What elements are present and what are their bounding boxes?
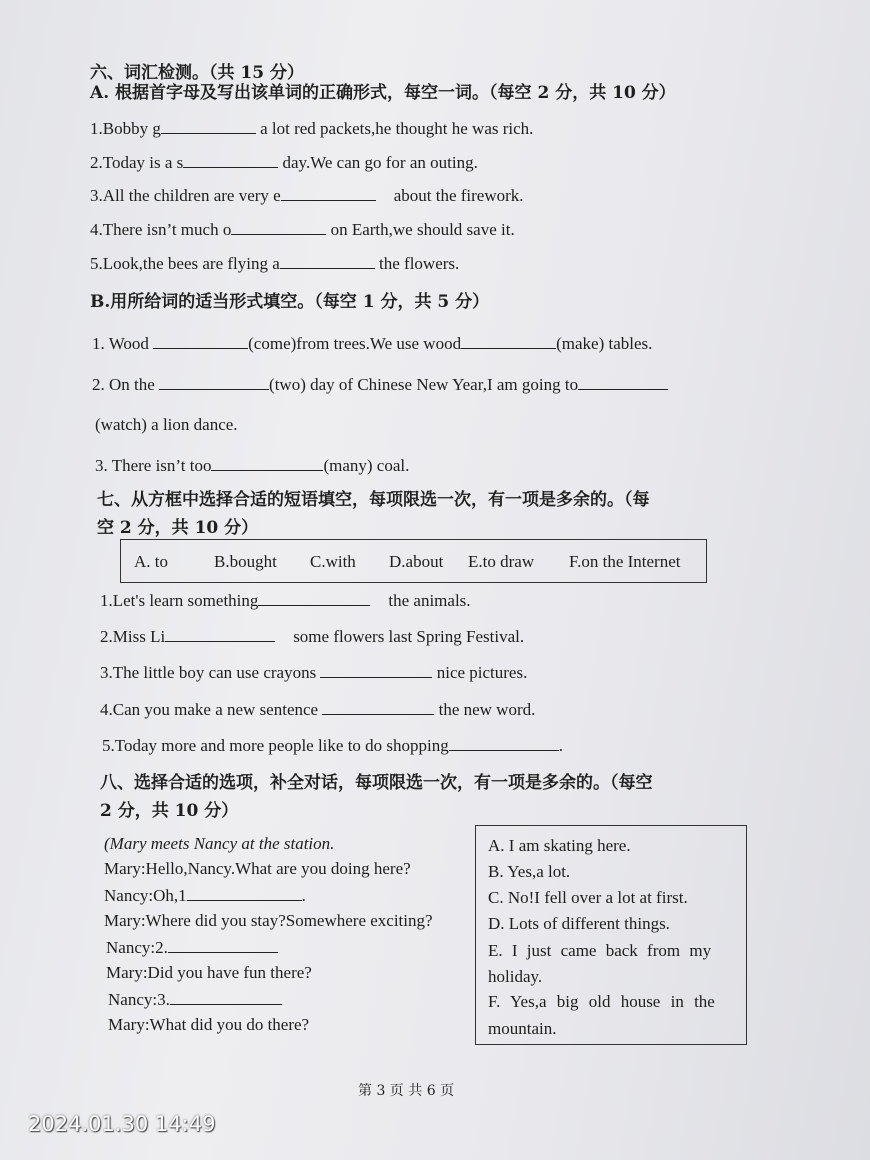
dialogue-option-c: C. No!I fell over a lot at first. xyxy=(488,888,688,907)
question-6b-3: 3. There isn’t too (many) coal. xyxy=(95,456,410,475)
answer-blank[interactable] xyxy=(231,219,326,235)
question-6b-2: 2. On the (two) day of Chinese New Year,I am going to xyxy=(92,374,668,395)
answer-blank[interactable] xyxy=(168,937,278,953)
answer-blank[interactable] xyxy=(449,735,559,751)
dialogue-line: Mary:Hello,Nancy.What are you doing here? xyxy=(104,859,411,878)
question-7-1: 1.Let's learn something the animals. xyxy=(100,591,471,610)
answer-blank[interactable] xyxy=(165,626,275,642)
answer-blank[interactable] xyxy=(211,455,323,471)
question-6a-1: 1.Bobby g a lot red packets,he thought he was rich. xyxy=(90,119,534,138)
dialogue-option-b: B. Yes,a lot. xyxy=(488,862,571,881)
phrase-option-f: F.on the Internet xyxy=(569,552,681,571)
answer-blank[interactable] xyxy=(258,590,370,606)
phrase-option-d: D.about xyxy=(389,552,444,571)
section6-partA-title: A. 根据首字母及写出该单词的正确形式，每空一词。（每空 2 分，共 10 分） xyxy=(90,83,676,103)
question-7-5: 5.Today more and more people like to do shopping . xyxy=(102,736,564,755)
answer-blank[interactable] xyxy=(183,152,278,168)
question-6a-3: 3.All the children are very e about the firework. xyxy=(90,186,524,205)
dialogue-option-box xyxy=(475,825,747,1045)
dialogue-option-f: F. Yes,a big old house in the xyxy=(488,992,715,1011)
answer-blank[interactable] xyxy=(153,333,248,349)
question-6a-2: 2.Today is a s day.We can go for an outing. xyxy=(90,153,478,172)
answer-blank[interactable] xyxy=(159,374,269,390)
answer-blank[interactable] xyxy=(320,662,432,678)
answer-blank[interactable] xyxy=(170,989,282,1005)
answer-blank[interactable] xyxy=(161,118,256,134)
dialogue-line: Nancy:Oh,1 . xyxy=(104,886,306,905)
dialogue-option-f-cont: mountain. xyxy=(488,1019,557,1038)
question-6a-4: 4.There isn’t much o on Earth,we should save it. xyxy=(90,220,515,239)
question-7-4: 4.Can you make a new sentence the new word. xyxy=(100,700,536,719)
dialogue-line: (Mary meets Nancy at the station. xyxy=(104,834,335,853)
dialogue-option-a: A. I am skating here. xyxy=(488,836,631,855)
phrase-option-a: A. to xyxy=(134,552,168,571)
answer-blank[interactable] xyxy=(280,253,375,269)
question-6b-2-cont: (watch) a lion dance. xyxy=(95,415,238,434)
answer-blank[interactable] xyxy=(281,185,376,201)
section7-title-line1: 七、从方框中选择合适的短语填空，每项限选一次，有一项是多余的。（每 xyxy=(97,490,650,510)
page-number: 第 3 页 共 6 页 xyxy=(358,1083,455,1099)
dialogue-option-e-cont: holiday. xyxy=(488,967,543,986)
dialogue-option-d: D. Lots of different things. xyxy=(488,914,670,933)
question-7-3: 3.The little boy can use crayons nice pictures. xyxy=(100,663,528,682)
section6-title: 六、词汇检测。（共 15 分） xyxy=(90,63,304,83)
question-7-2: 2.Miss Li some flowers last Spring Festival. xyxy=(100,627,525,646)
dialogue-line: Nancy:3. xyxy=(108,989,282,1010)
section8-title-line2: 2 分，共 10 分） xyxy=(100,801,239,821)
question-6a-5: 5.Look,the bees are flying a the flowers. xyxy=(90,254,460,273)
phrase-option-e: E.to draw xyxy=(468,552,535,571)
dialogue-line: Nancy:2. xyxy=(106,937,278,958)
section8-title-line1: 八、选择合适的选项，补全对话，每项限选一次，有一项是多余的。（每空 xyxy=(100,773,653,793)
phrase-option-c: C.with xyxy=(310,552,356,571)
answer-blank[interactable] xyxy=(461,333,556,349)
photo-timestamp: 2024.01.30 14:49 xyxy=(28,1112,216,1136)
section7-title-line2: 空 2 分，共 10 分） xyxy=(97,518,259,538)
phrase-option-b: B.bought xyxy=(214,552,277,571)
answer-blank[interactable] xyxy=(578,374,668,390)
dialogue-line: Mary:Where did you stay?Somewhere exciting? xyxy=(104,911,433,930)
section6-partB-title: B.用所给词的适当形式填空。（每空 1 分，共 5 分） xyxy=(90,292,490,312)
dialogue-line: Mary:What did you do there? xyxy=(108,1015,310,1034)
answer-blank[interactable] xyxy=(322,699,434,715)
dialogue-line: Mary:Did you have fun there? xyxy=(106,963,312,982)
question-6b-1: 1. Wood (come)from trees.We use wood (make) tables. xyxy=(92,334,653,353)
dialogue-option-e: E. I just came back from my xyxy=(488,941,712,960)
answer-blank[interactable] xyxy=(187,885,302,901)
